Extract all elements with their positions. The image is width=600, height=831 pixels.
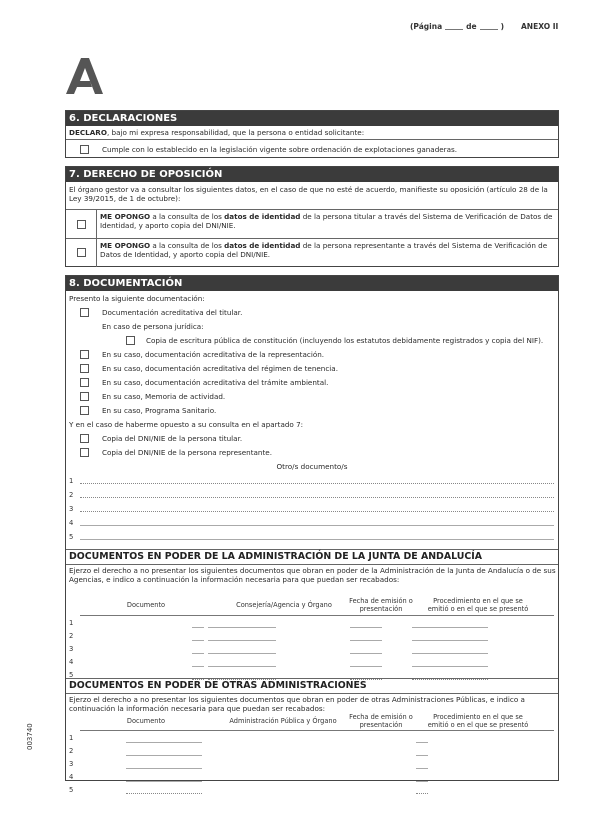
junta-row-num: 4: [69, 658, 74, 666]
junta-row-num: 3: [69, 645, 74, 653]
section-8-title: 8. DOCUMENTACIÓN: [66, 276, 558, 291]
junta-docs-title: DOCUMENTOS EN PODER DE LA ADMINISTRACIÓN DE LA JUNTA DE ANDALUCÍA: [69, 551, 482, 562]
doc-titular-label: Documentación acreditativa del titular.: [102, 308, 243, 317]
otras-documento-field[interactable]: [126, 768, 202, 769]
otras-col-organo: Administración Pública y Órgano: [229, 717, 337, 725]
section-declaraciones: [65, 110, 559, 158]
otras-procedimiento-field[interactable]: [416, 742, 428, 743]
otras-col-fecha: Fecha de emisión o presentación: [349, 713, 413, 729]
section-derecho-oposicion: [65, 166, 559, 267]
declaro-text: [69, 128, 364, 137]
junta-row-num: 5: [69, 671, 74, 679]
junta-organo-field[interactable]: [208, 653, 276, 654]
page-number-blank[interactable]: [445, 29, 463, 30]
otros-row-num: 5: [69, 533, 74, 541]
junta-procedimiento-field[interactable]: [412, 627, 488, 628]
junta-fecha-field[interactable]: [350, 653, 382, 654]
junta-row-num: 1: [69, 619, 74, 627]
declaro-bold: DECLARO: [69, 128, 107, 137]
junta-procedimiento-field[interactable]: [412, 653, 488, 654]
otros-row-num: 1: [69, 477, 74, 485]
otras-procedimiento-field[interactable]: [416, 793, 428, 794]
form-code: 003740: [26, 723, 34, 750]
checkbox-me-opongo-titular[interactable]: [77, 220, 86, 229]
otras-row-num: 5: [69, 786, 74, 794]
junta-col-fecha: Fecha de emisión o presentación: [349, 597, 413, 613]
otros-documentos-label: Otro/s documento/s: [276, 462, 348, 471]
page-of-label: de: [466, 22, 477, 31]
persona-juridica-label: En caso de persona jurídica:: [102, 322, 204, 331]
otras-row-num: 1: [69, 734, 74, 742]
otros-row-num: 4: [69, 519, 74, 527]
page-number-label: [410, 22, 504, 31]
section-6-title: 6. DECLARACIONES: [66, 111, 558, 126]
otras-row-num: 2: [69, 747, 74, 755]
oposicion-intro: El órgano gestor va a consultar los siguientes datos, en el caso de que no esté de acuerdo, manifieste su oposición (artículo 28 de la Ley 39/2015, de 1 de octubre):: [69, 185, 548, 203]
otras-row-num: 3: [69, 760, 74, 768]
dni-representante-label: Copia del DNI/NIE de la persona representante.: [102, 448, 273, 457]
checkbox-doc-representacion[interactable]: [80, 350, 89, 359]
otras-procedimiento-field[interactable]: [416, 768, 428, 769]
junta-procedimiento-field[interactable]: [412, 679, 488, 680]
junta-organo-field[interactable]: [208, 627, 276, 628]
junta-procedimiento-field[interactable]: [412, 666, 488, 667]
otras-docs-title: DOCUMENTOS EN PODER DE OTRAS ADMINISTRACIONES: [69, 680, 367, 691]
documentacion-intro: Presento la siguiente documentación:: [69, 294, 205, 303]
declaro-rest: , bajo mi expresa responsabilidad, que la persona o entidad solicitante:: [106, 128, 365, 137]
doc-representacion-label: En su caso, documentación acreditativa de la representación.: [102, 350, 325, 359]
checkbox-memoria-actividad[interactable]: [80, 392, 89, 401]
otras-docs-intro: Ejerzo el derecho a no presentar los siguientes documentos que obran en poder de otras Administraciones Públicas, e indico a continuación la información necesaria para que puedan ser recabados:: [69, 695, 525, 713]
junta-row-num: 2: [69, 632, 74, 640]
otros-doc-field[interactable]: [80, 483, 554, 484]
junta-procedimiento-field[interactable]: [412, 640, 488, 641]
checkbox-dni-titular[interactable]: [80, 434, 89, 443]
escritura-publica-label: Copia de escritura pública de constitución (incluyendo los estatutos debidamente registrados y copia del NIF).: [146, 336, 544, 345]
junta-fecha-field[interactable]: [350, 627, 382, 628]
otras-documento-field[interactable]: [126, 793, 202, 794]
opposed-intro: Y en el caso de haberme opuesto a su consulta en el apartado 7:: [69, 420, 304, 429]
otras-documento-field[interactable]: [126, 781, 202, 782]
otros-doc-field[interactable]: [80, 525, 554, 526]
otros-doc-field[interactable]: [80, 539, 554, 540]
page-total-blank[interactable]: [480, 29, 498, 30]
otras-documento-field[interactable]: [126, 742, 202, 743]
otras-procedimiento-field[interactable]: [416, 781, 428, 782]
checkbox-me-opongo-representante[interactable]: [77, 248, 86, 257]
junta-fecha-field[interactable]: [350, 666, 382, 667]
page-label: (Página: [410, 22, 443, 31]
junta-col-procedimiento: Procedimiento en el que se emitió o en el que se presentó: [427, 597, 529, 613]
otras-row-num: 4: [69, 773, 74, 781]
checkbox-doc-tramite-ambiental[interactable]: [80, 378, 89, 387]
section-7-title: 7. DERECHO DE OPOSICIÓN: [66, 167, 558, 182]
checkbox-dni-representante[interactable]: [80, 448, 89, 457]
doc-tramite-ambiental-label: En su caso, documentación acreditativa del trámite ambiental.: [102, 378, 329, 387]
junta-fecha-field[interactable]: [350, 640, 382, 641]
junta-organo-field[interactable]: [208, 666, 276, 667]
page-close-label: ): [500, 22, 505, 31]
dni-titular-label: Copia del DNI/NIE de la persona titular.: [102, 434, 243, 443]
checkbox-escritura-publica[interactable]: [126, 336, 135, 345]
memoria-actividad-label: En su caso, Memoria de actividad.: [102, 392, 226, 401]
doc-regimen-tenencia-label: En su caso, documentación acreditativa del régimen de tenencia.: [102, 364, 338, 373]
checkbox-programa-sanitario[interactable]: [80, 406, 89, 415]
me-opongo-titular-label: ME OPONGO a la consulta de los datos de identidad de la persona titular a través del Sistema de Verificación de Datos de Identidad, y aporto copia del DNI/NIE.: [100, 212, 553, 230]
otras-col-documento: Documento: [126, 717, 166, 725]
annex-label: ANEXO II: [521, 22, 559, 31]
programa-sanitario-label: En su caso, Programa Sanitario.: [102, 406, 217, 415]
cumple-legislacion-label: Cumple con lo establecido en la legislación vigente sobre ordenación de explotaciones ganaderas.: [102, 145, 458, 154]
checkbox-doc-regimen-tenencia[interactable]: [80, 364, 89, 373]
otros-doc-field[interactable]: [80, 497, 554, 498]
otros-doc-field[interactable]: [80, 511, 554, 512]
junta-docs-intro: Ejerzo el derecho a no presentar los siguientes documentos que obran en poder de la Administración de la Junta de Andalucía o de sus Agencias, e indico a continuación la información necesaria para que puedan ser recabados:: [69, 566, 556, 584]
otros-row-num: 2: [69, 491, 74, 499]
junta-organo-field[interactable]: [208, 640, 276, 641]
me-opongo-representante-label: ME OPONGO a la consulta de los datos de identidad de la persona representante a través del Sistema de Verificación de Datos de Identidad, y aporto copia del DNI/NIE.: [100, 241, 548, 259]
otras-procedimiento-field[interactable]: [416, 755, 428, 756]
checkbox-doc-titular[interactable]: [80, 308, 89, 317]
junta-andalucia-logo: [66, 57, 104, 95]
otros-row-num: 3: [69, 505, 74, 513]
junta-col-organo: Consejería/Agencia y Órgano: [236, 601, 332, 609]
otras-col-procedimiento: Procedimiento en el que se emitió o en el que se presentó: [427, 713, 529, 729]
junta-col-documento: Documento: [126, 601, 166, 609]
otras-documento-field[interactable]: [126, 755, 202, 756]
checkbox-cumple-legislacion[interactable]: [80, 145, 89, 154]
section-documentacion: [65, 275, 559, 794]
